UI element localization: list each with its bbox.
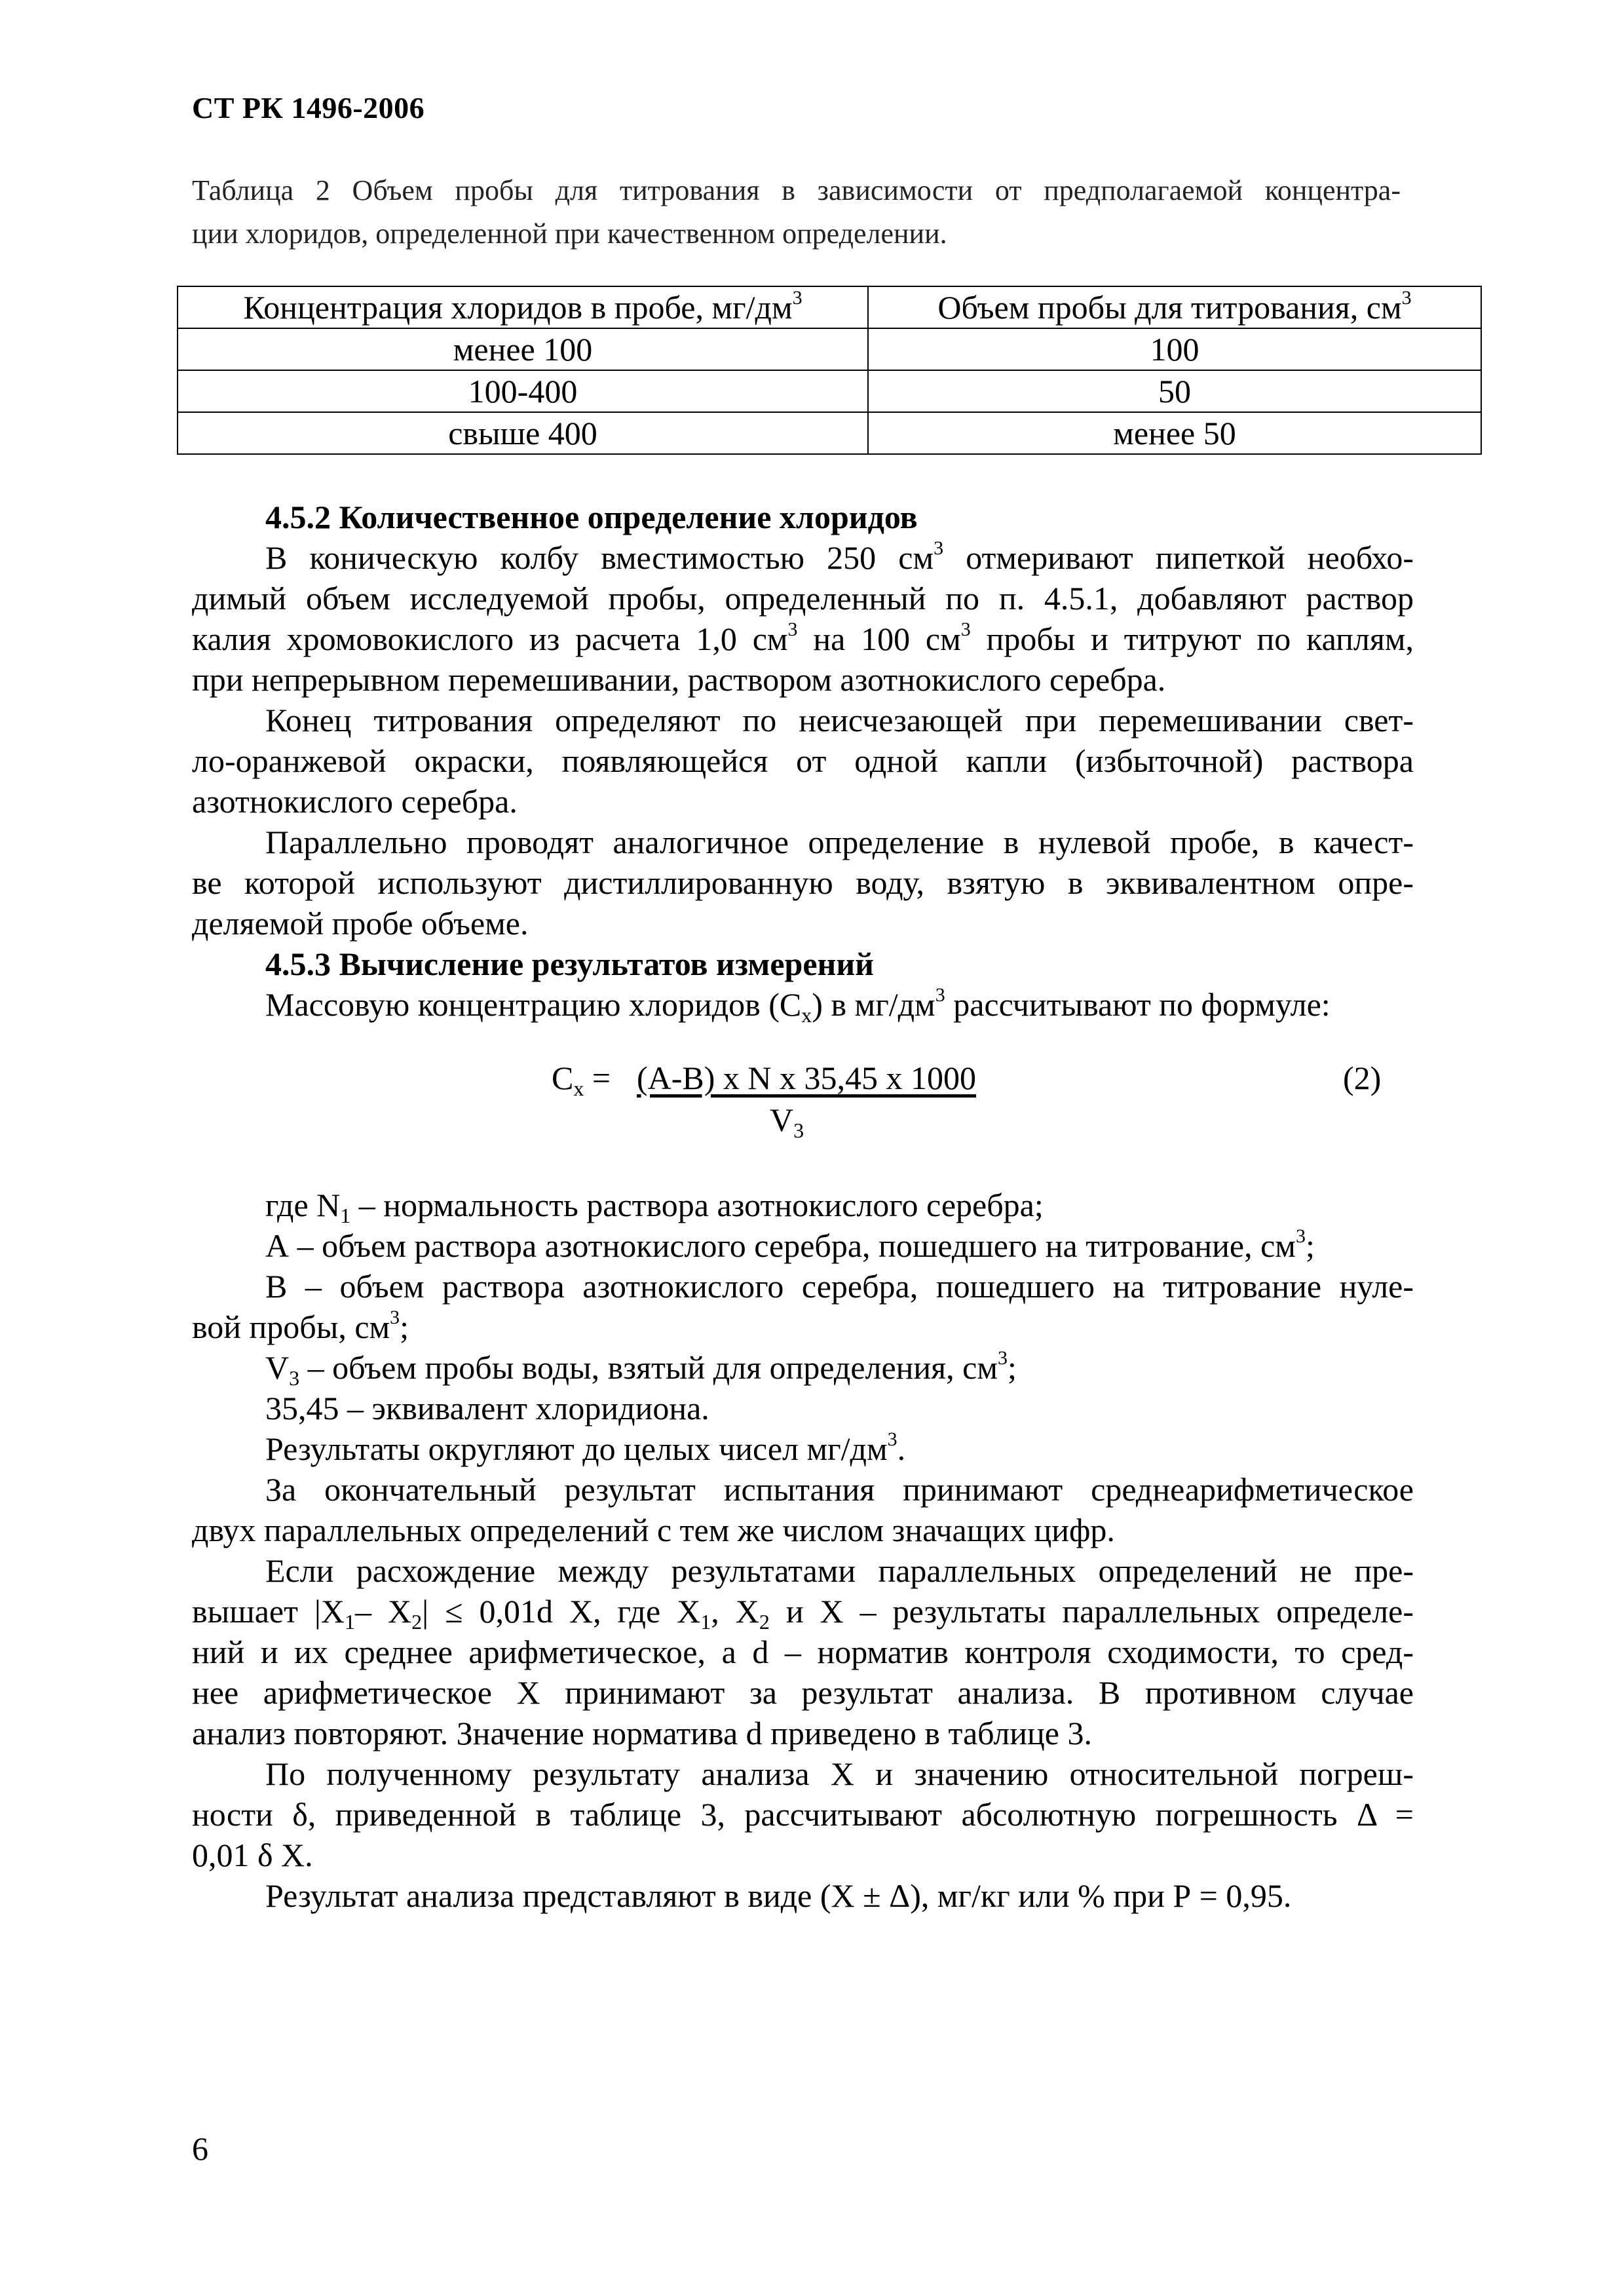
paragraph-line: Результат анализа представляют в виде (X ± Δ), мг/кг или % при Р = 0,95. (265, 1877, 1292, 1914)
paragraph-line: ности δ, приведенной в таблице 3, рассчитывают абсолютную погрешность Δ = (192, 1796, 1414, 1833)
table-cell: менее 100 (178, 328, 868, 370)
paragraph-line: По полученному результату анализа X и значению относительной погреш- (265, 1755, 1414, 1792)
paragraph-line: нее арифметическое X принимают за результат анализа. В противном случае (192, 1674, 1414, 1711)
caption-line: ции хлоридов, определенной при качественном определении. (192, 218, 947, 250)
caption-line: Таблица 2 Объем пробы для титрования в зависимости от предполагаемой концентра- (192, 174, 1401, 206)
chloride-volume-table (177, 286, 1482, 455)
table-header-cell: Объем пробы для титрования, $см^3$ (868, 286, 1481, 328)
formula-lhs: $С_x$ = (552, 1060, 611, 1100)
section-4-5-3-body (192, 1185, 1414, 1916)
paragraph-line: Параллельно проводят аналогичное определение в нулевой пробе, в качест- (265, 824, 1414, 860)
document-header: СТ РК 1496-2006 (192, 91, 425, 124)
table-row (178, 328, 1481, 370)
table-row (178, 412, 1481, 454)
table-cell: свыше 400 (178, 412, 868, 454)
paragraph-line: А – объем раствора азотнокислого серебра, пошедшего на титрование, $см^3$; (265, 1225, 1315, 1264)
paragraph-line: Если расхождение между результатами параллельных определений не пре- (265, 1552, 1414, 1589)
section-4-5-2 (192, 497, 1414, 1025)
table-cell: менее 50 (868, 412, 1481, 454)
paragraph-line: калия хромовокислого из расчета 1,0 $см^3$ на 100 $см^3$ пробы и титруют по каплям, (192, 619, 1414, 657)
paragraph-line: ве которой используют дистиллированную воду, взятую в эквивалентном опре- (192, 864, 1414, 901)
paragraph-line: деляемой пробе объеме. (192, 905, 529, 942)
paragraph-line: димый объем исследуемой пробы, определенный по п. 4.5.1, добавляют раствор (192, 580, 1414, 617)
paragraph-line: анализ повторяют. Значение норматива d приведено в таблице 3. (192, 1715, 1092, 1751)
paragraph-line: $V_3$ – объем пробы воды, взятый для определения, $см^3$; (265, 1347, 1017, 1390)
table-header-row (178, 286, 1481, 328)
table-row (178, 370, 1481, 412)
formula-numerator: (А-В) х N х 35,45 х 1000 (637, 1060, 977, 1096)
paragraph-line: Конец титрования определяют по неисчезающей при перемешивании свет- (265, 702, 1414, 738)
section-heading: 4.5.3 Вычисление результатов измерений (265, 946, 874, 982)
table-header-cell: Концентрация хлоридов в пробе, $мг/дм^3$ (178, 286, 868, 328)
paragraph-line: Результаты округляют до целых чисел $мг/дм^3$. (265, 1428, 906, 1467)
paragraph-line: двух параллельных определений с тем же числом значащих цифр. (192, 1512, 1115, 1548)
paragraph-line: ло-оранжевой окраски, появляющейся от одной капли (избыточной) раствора (192, 742, 1414, 779)
paragraph-line: За окончательный результат испытания принимают среднеарифметическое (265, 1471, 1414, 1508)
table-cell: 100-400 (178, 370, 868, 412)
paragraph-line: В коническую колбу вместимостью 250 $см^3$ отмеривают пипеткой необхо- (265, 537, 1414, 576)
section-heading: 4.5.2 Количественное определение хлоридов (265, 499, 918, 535)
paragraph-line: при непрерывном перемешивании, раствором азотнокислого серебра. (192, 661, 1166, 698)
table-cell: 100 (868, 328, 1481, 370)
paragraph-line: Массовую концентрацию хлоридов $(С_x)$ в $мг/дм^3$ рассчитывают по формуле: (265, 984, 1331, 1027)
paragraph-line: вой пробы, $см^3$; (192, 1307, 409, 1345)
paragraph-line: где $N_1$ – нормальность раствора азотнокислого серебра; (265, 1187, 1044, 1227)
paragraph-line: ний и их среднее арифметическое, а d – норматив контроля сходимости, то сред- (192, 1634, 1414, 1670)
paragraph-line: 0,01 δ X. (192, 1837, 313, 1873)
page-number: 6 (192, 2130, 208, 2167)
table-cell: 50 (868, 370, 1481, 412)
paragraph-line: азотнокислого серебра. (192, 783, 518, 820)
formula-number: (2) (1343, 1060, 1382, 1096)
paragraph-line: В – объем раствора азотнокислого серебра, пошедшего на титрование нуле- (265, 1268, 1414, 1305)
table-caption (192, 169, 1401, 256)
paragraph-line: 35,45 – эквивалент хлоридиона. (265, 1390, 709, 1426)
formula-denominator: $V_3$ (770, 1101, 804, 1142)
paragraph-line: вышает $|X_1-$ $X_2| \le 0,01d$ X, где $X_1$, $X_2$ и X – результаты параллельных определе- (192, 1593, 1414, 1634)
